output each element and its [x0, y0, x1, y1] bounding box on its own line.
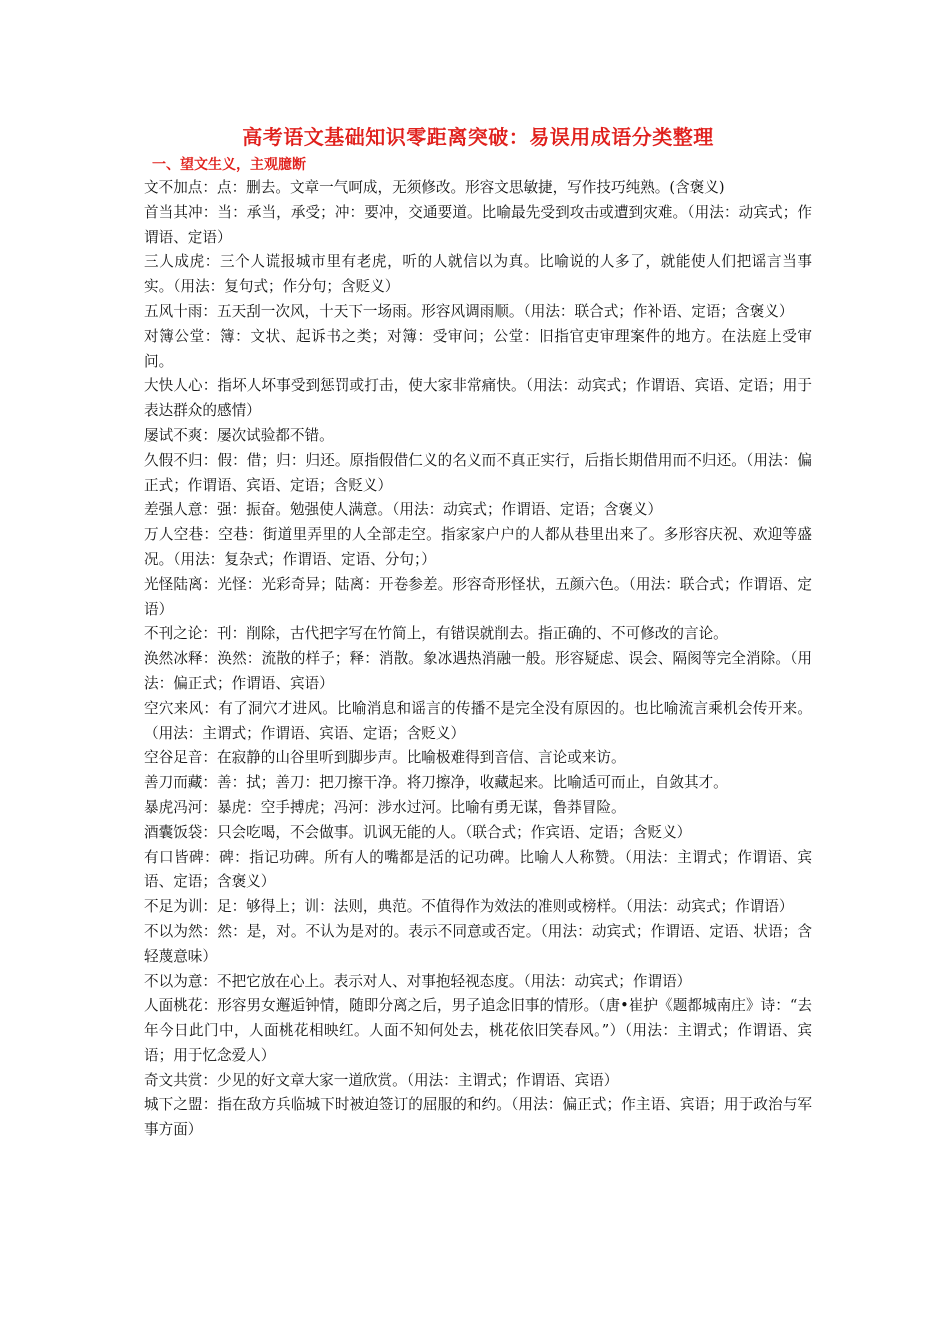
idiom-entry: 涣然冰释：涣然：流散的样子；释：消散。象冰遇热消融一般。形容疑虑、误会、隔阂等完全消除。（用法：偏正式；作谓语、宾语） — [144, 650, 812, 692]
idiom-entry: 城下之盟：指在敌方兵临城下时被迫签订的屈服的和约。（用法：偏正式；作主语、宾语；用于政治与军事方面） — [144, 1096, 812, 1139]
idiom-entry: 空穴来风：有了洞穴才进风。比喻消息和谣言的传播不是完全没有原因的。也比喻流言乘机会传开来。（用法：主谓式；作谓语、宾语、定语；含贬义） — [144, 699, 812, 742]
idiom-entry: 不刊之论：刊：削除，古代把字写在竹简上，有错误就削去。指正确的、不可修改的言论。 — [144, 625, 728, 643]
idiom-entry: 不以为然：然：是，对。不认为是对的。表示不同意或否定。（用法：动宾式；作谓语、定语、状语；含轻蔑意味） — [144, 922, 812, 965]
idiom-entry: 善刀而藏：善：拭；善刀：把刀擦干净。将刀擦净，收藏起来。比喻适可而止，自敛其才。 — [144, 774, 728, 792]
section-misinterpretation — [144, 154, 812, 1143]
idiom-entry: 久假不归：假：借；归：归还。原指假借仁义的名义而不真正实行，后指长期借用而不归还。（用法：偏正式；作谓语、宾语、定语；含贬义） — [144, 451, 812, 494]
idiom-entry: 酒囊饭袋：只会吃喝，不会做事。讥讽无能的人。（联合式；作宾语、定语；含贬义） — [144, 823, 692, 841]
document-title: 高考语文基础知识零距离突破：易误用成语分类整理 — [242, 125, 714, 149]
idiom-entry: 三人成虎：三个人谎报城市里有老虎，听的人就信以为真。比喻说的人多了，就能使人们把谣言当事实。（用法：复句式；作分句；含贬义） — [144, 253, 812, 296]
idiom-entry: 人面桃花：形容男女邂逅钟情，随即分离之后，男子追念旧事的情形。（唐•崔护《题都城南庄》诗：“去年今日此门中，人面桃花相映红。人面不知何处去，桃花依旧笑春风。”）（用法：主谓式；作谓语、宾语；用于忆念爱人） — [144, 997, 812, 1064]
idiom-entry: 不足为训：足：够得上；训：法则，典范。不值得作为效法的准则或榜样。（用法：动宾式；作谓语） — [144, 898, 794, 916]
document-page — [144, 122, 812, 1143]
section-heading: 一、望文生义，主观臆断 — [152, 157, 306, 173]
idiom-entry: 五风十雨：五天刮一次风，十天下一场雨。形容风调雨顺。（用法：联合式；作补语、定语；含褒义） — [144, 302, 794, 320]
idiom-entry: 对簿公堂：簿：文状、起诉书之类；对簿：受审问；公堂：旧指官吏审理案件的地方。在法庭上受审问。 — [144, 327, 812, 370]
idiom-entry: 有口皆碑：碑：指记功碑。所有人的嘴都是活的记功碑。比喻人人称赞。（用法：主谓式；作谓语、宾语、定语；含褒义） — [144, 848, 812, 891]
idiom-entry: 不以为意：不把它放在心上。表示对人、对事抱轻视态度。（用法：动宾式；作谓语） — [144, 972, 692, 990]
idiom-entry: 万人空巷：空巷：街道里弄里的人全部走空。指家家户户的人都从巷里出来了。多形容庆祝、欢迎等盛况。（用法：复杂式；作谓语、定语、分句；） — [144, 526, 812, 568]
idiom-entry: 奇文共赏：少见的好文章大家一道欣赏。（用法：主谓式；作谓语、宾语） — [144, 1071, 619, 1089]
idiom-entry: 差强人意：强：振奋。勉强使人满意。（用法：动宾式；作谓语、定语；含褒义） — [144, 501, 663, 519]
idiom-entry: 首当其冲：当：承当，承受；冲：要冲，交通要道。比喻最先受到攻击或遭到灾难。（用法：动宾式；作谓语、定语） — [144, 203, 812, 246]
idiom-list — [144, 176, 812, 1143]
idiom-entry: 暴虎冯河：暴虎：空手搏虎；冯河：涉水过河。比喻有勇无谋，鲁莽冒险。 — [144, 798, 626, 816]
idiom-entry: 光怪陆离：光怪：光彩奇异；陆离：开卷参差。形容奇形怪状，五颜六色。（用法：联合式；作谓语、定语） — [144, 575, 812, 618]
idiom-entry: 屡试不爽：屡次试验都不错。 — [144, 426, 334, 444]
idiom-entry: 空谷足音：在寂静的山谷里听到脚步声。比喻极难得到音信、言论或来访。 — [144, 749, 626, 767]
idiom-entry: 大快人心：指坏人坏事受到惩罚或打击，使大家非常痛快。（用法：动宾式；作谓语、宾语、定语；用于表达群众的感情） — [144, 377, 812, 420]
idiom-entry: 文不加点：点：删去。文章一气呵成，无须修改。形容文思敏捷，写作技巧纯熟。(含褒义) — [144, 179, 725, 196]
